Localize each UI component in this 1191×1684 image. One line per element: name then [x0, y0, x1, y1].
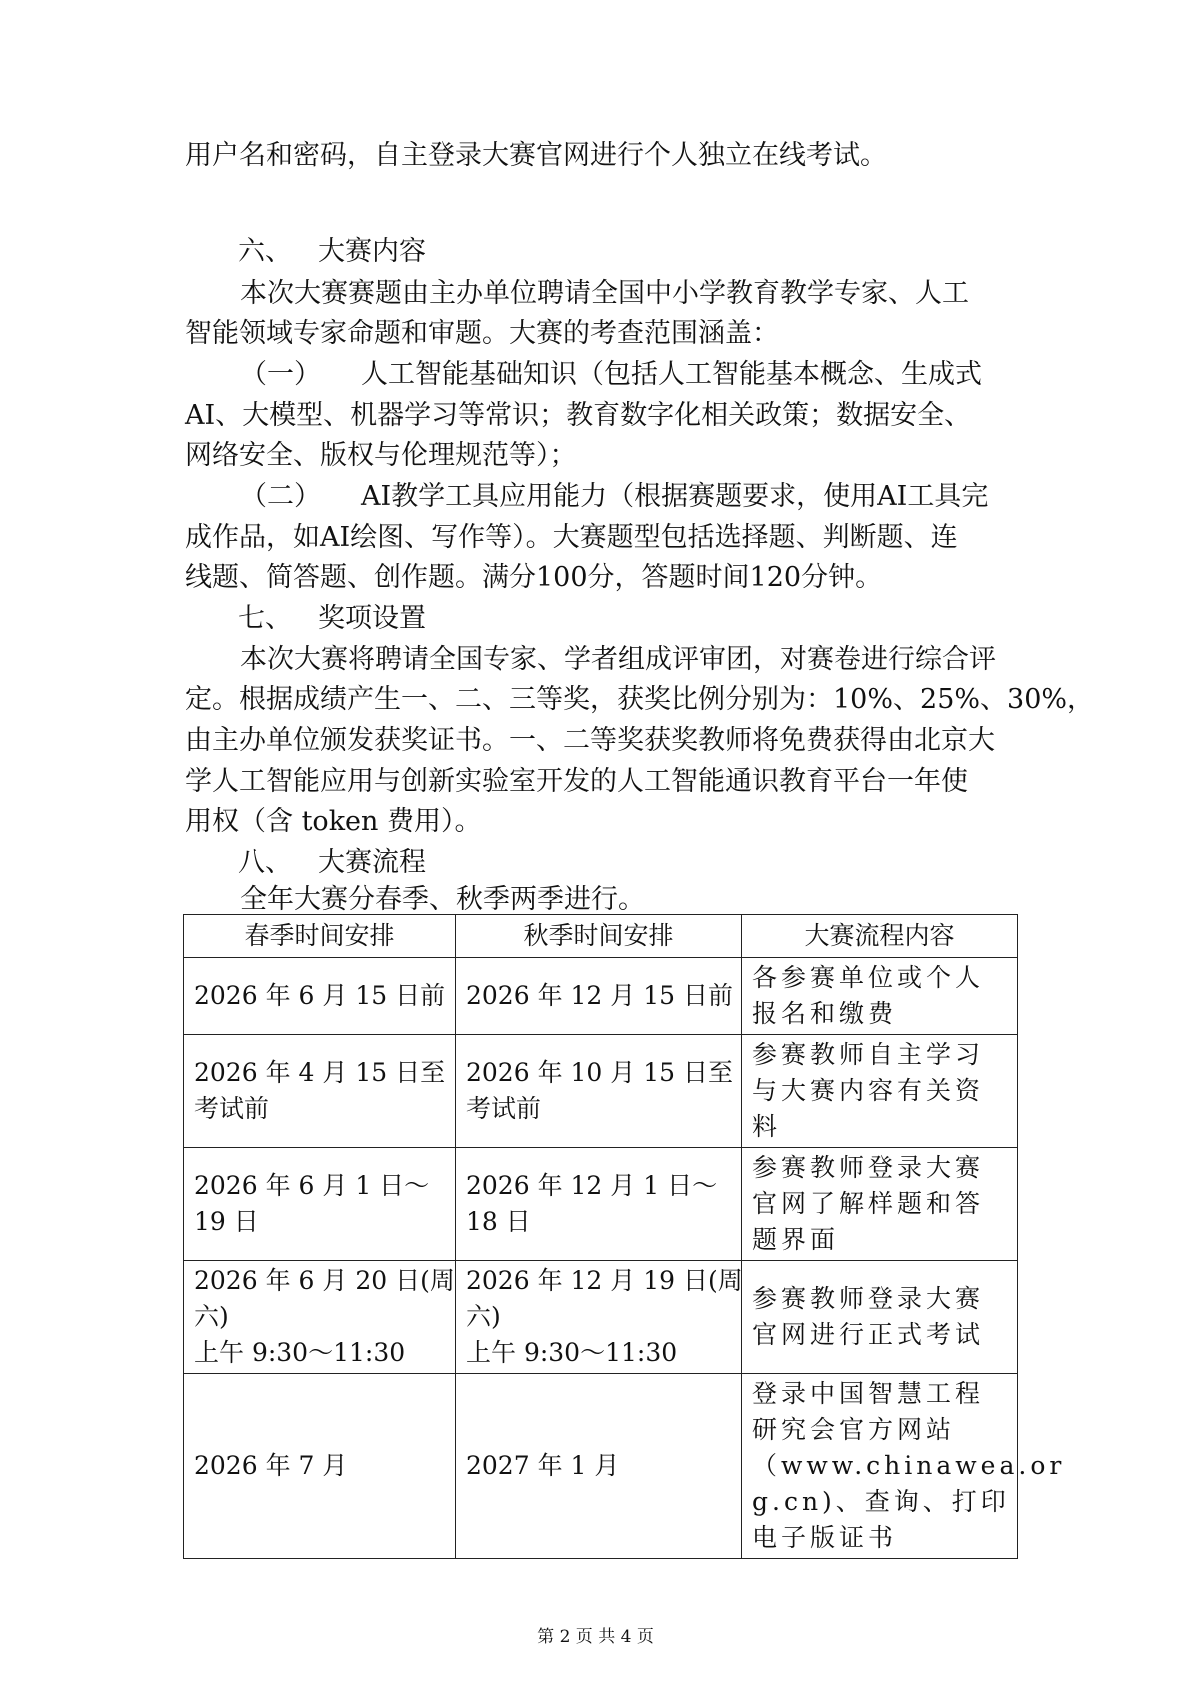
section-number: 八、 — [238, 847, 292, 878]
cell-autumn — [456, 958, 742, 1035]
cell-text-line: 2026 年 6 月 15 日前 — [194, 981, 446, 1010]
table-row — [184, 1148, 1018, 1261]
cell-text-line: 料 — [752, 1112, 782, 1141]
list-number: （二） — [240, 481, 321, 512]
list-text: 人工智能基础知识（包括人工智能基本概念、生成式 — [361, 359, 982, 390]
cell-text-line: 官网进行正式考试 — [752, 1320, 985, 1349]
paragraph-line: 线题、简答题、创作题。满分100分，答题时间120分钟。 — [185, 562, 883, 593]
list-item-1 — [240, 355, 1070, 395]
table-row — [184, 1374, 1018, 1559]
list-number: （一） — [240, 359, 321, 390]
cell-text-line: 六) — [466, 1302, 501, 1331]
cell-text-line: 2026 年 12 月 15 日前 — [466, 981, 733, 1010]
paragraph-line: 学人工智能应用与创新实验室开发的人工智能通识教育平台一年使 — [185, 766, 968, 797]
cell-text-line: 2026 年 6 月 20 日(周 — [194, 1266, 455, 1295]
cell-text-line: 19 日 — [194, 1207, 259, 1236]
cell-text-line: 参赛教师登录大赛 — [752, 1284, 985, 1313]
cell-text-line: 参赛教师登录大赛 — [752, 1153, 985, 1182]
cell-content — [742, 958, 1018, 1035]
cell-spring — [184, 1374, 456, 1559]
cell-text-line: 18 日 — [466, 1207, 531, 1236]
cell-autumn — [456, 1261, 742, 1374]
section-title: 大赛内容 — [318, 236, 426, 267]
cell-spring — [184, 1035, 456, 1148]
table-row — [184, 1035, 1018, 1148]
cell-text-line: 登录中国智慧工程 — [752, 1379, 985, 1408]
cell-spring — [184, 1261, 456, 1374]
cell-text-line: 2026 年 4 月 15 日至 — [194, 1058, 446, 1087]
header-spring: 春季时间安排 — [184, 915, 456, 958]
paragraph-line: 成作品，如AI绘图、写作等）。大赛题型包括选择题、判断题、连 — [185, 522, 958, 553]
cell-autumn — [456, 1374, 742, 1559]
cell-autumn — [456, 1148, 742, 1261]
cell-text-line: 研究会官方网站 — [752, 1415, 956, 1444]
paragraph-line: 用权（含 token 费用）。 — [185, 806, 482, 837]
section-title: 大赛流程 — [318, 847, 426, 878]
cell-text-line: 电子版证书 — [752, 1523, 898, 1552]
paragraph-line: 本次大赛赛题由主办单位聘请全国中小学教育教学专家、人工 — [240, 278, 969, 309]
cell-text-line: 2026 年 6 月 1 日～ — [194, 1171, 430, 1200]
cell-text-line: 各参赛单位或个人 — [752, 963, 985, 992]
cell-text-line: 上午 9:30～11:30 — [194, 1338, 406, 1367]
cell-text-line: 上午 9:30～11:30 — [466, 1338, 678, 1367]
cell-text-line: 2026 年 12 月 1 日～ — [466, 1171, 718, 1200]
paragraph-line: AI、大模型、机器学习等常识；教育数字化相关政策；数据安全、 — [185, 400, 972, 431]
cell-text-line: 参赛教师自主学习 — [752, 1040, 985, 1069]
section-number: 六、 — [238, 236, 292, 267]
paragraph-line: 本次大赛将聘请全国专家、学者组成评审团，对赛卷进行综合评 — [240, 644, 996, 675]
paragraph-line: 由主办单位颁发获奖证书。一、二等奖获奖教师将免费获得由北京大 — [185, 725, 995, 756]
cell-text-line: 2026 年 10 月 15 日至 — [466, 1058, 733, 1087]
cell-content — [742, 1035, 1018, 1148]
cell-text-line: 官网了解样题和答 — [752, 1189, 985, 1218]
cell-text-line: 考试前 — [194, 1094, 270, 1123]
paragraph-line: 全年大赛分春季、秋季两季进行。 — [240, 884, 645, 915]
cell-text-line: 六) — [194, 1302, 229, 1331]
paragraph-line: 网络安全、版权与伦理规范等）； — [185, 440, 577, 471]
list-text: AI教学工具应用能力（根据赛题要求，使用AI工具完 — [361, 481, 989, 512]
header-autumn: 秋季时间安排 — [456, 915, 742, 958]
cell-text-line: 报名和缴费 — [752, 999, 898, 1028]
section-heading-6 — [238, 232, 1068, 272]
table-row — [184, 1261, 1018, 1374]
section-heading-8 — [238, 843, 1068, 883]
list-item-2 — [240, 477, 1070, 517]
cell-text-line: （www.chinawea.or — [752, 1451, 1066, 1480]
paragraph-line: 智能领域专家命题和审题。大赛的考查范围涵盖： — [185, 318, 779, 349]
section-heading-7 — [238, 599, 1068, 639]
cell-text-line: 题界面 — [752, 1225, 840, 1254]
table-header-row — [184, 915, 1018, 958]
cell-text-line: 2027 年 1 月 — [466, 1451, 620, 1480]
cell-content — [742, 1148, 1018, 1261]
cell-content — [742, 1374, 1066, 1559]
paragraph-line: 定。根据成绩产生一、二、三等奖，获奖比例分别为：10%、25%、30%， — [185, 684, 1095, 715]
header-content: 大赛流程内容 — [742, 915, 1018, 958]
cell-autumn — [456, 1035, 742, 1148]
cell-spring — [184, 1148, 456, 1261]
page-number: 第 2 页 共 4 页 — [537, 1627, 654, 1647]
cell-spring — [184, 958, 456, 1035]
cell-text-line: 2026 年 12 月 19 日(周 — [466, 1266, 743, 1295]
cell-content — [742, 1261, 1018, 1374]
section-number: 七、 — [238, 603, 292, 634]
cell-text-line: 2026 年 7 月 — [194, 1451, 348, 1480]
cell-text-line: 与大赛内容有关资 — [752, 1076, 985, 1105]
paragraph-line: 用户名和密码，自主登录大赛官网进行个人独立在线考试。 — [185, 140, 887, 171]
cell-text-line: 考试前 — [466, 1094, 542, 1123]
table-row — [184, 958, 1018, 1035]
cell-text-line: g.cn)、查询、打印 — [752, 1487, 1010, 1516]
schedule-table — [183, 914, 1066, 1559]
section-title: 奖项设置 — [318, 603, 426, 634]
